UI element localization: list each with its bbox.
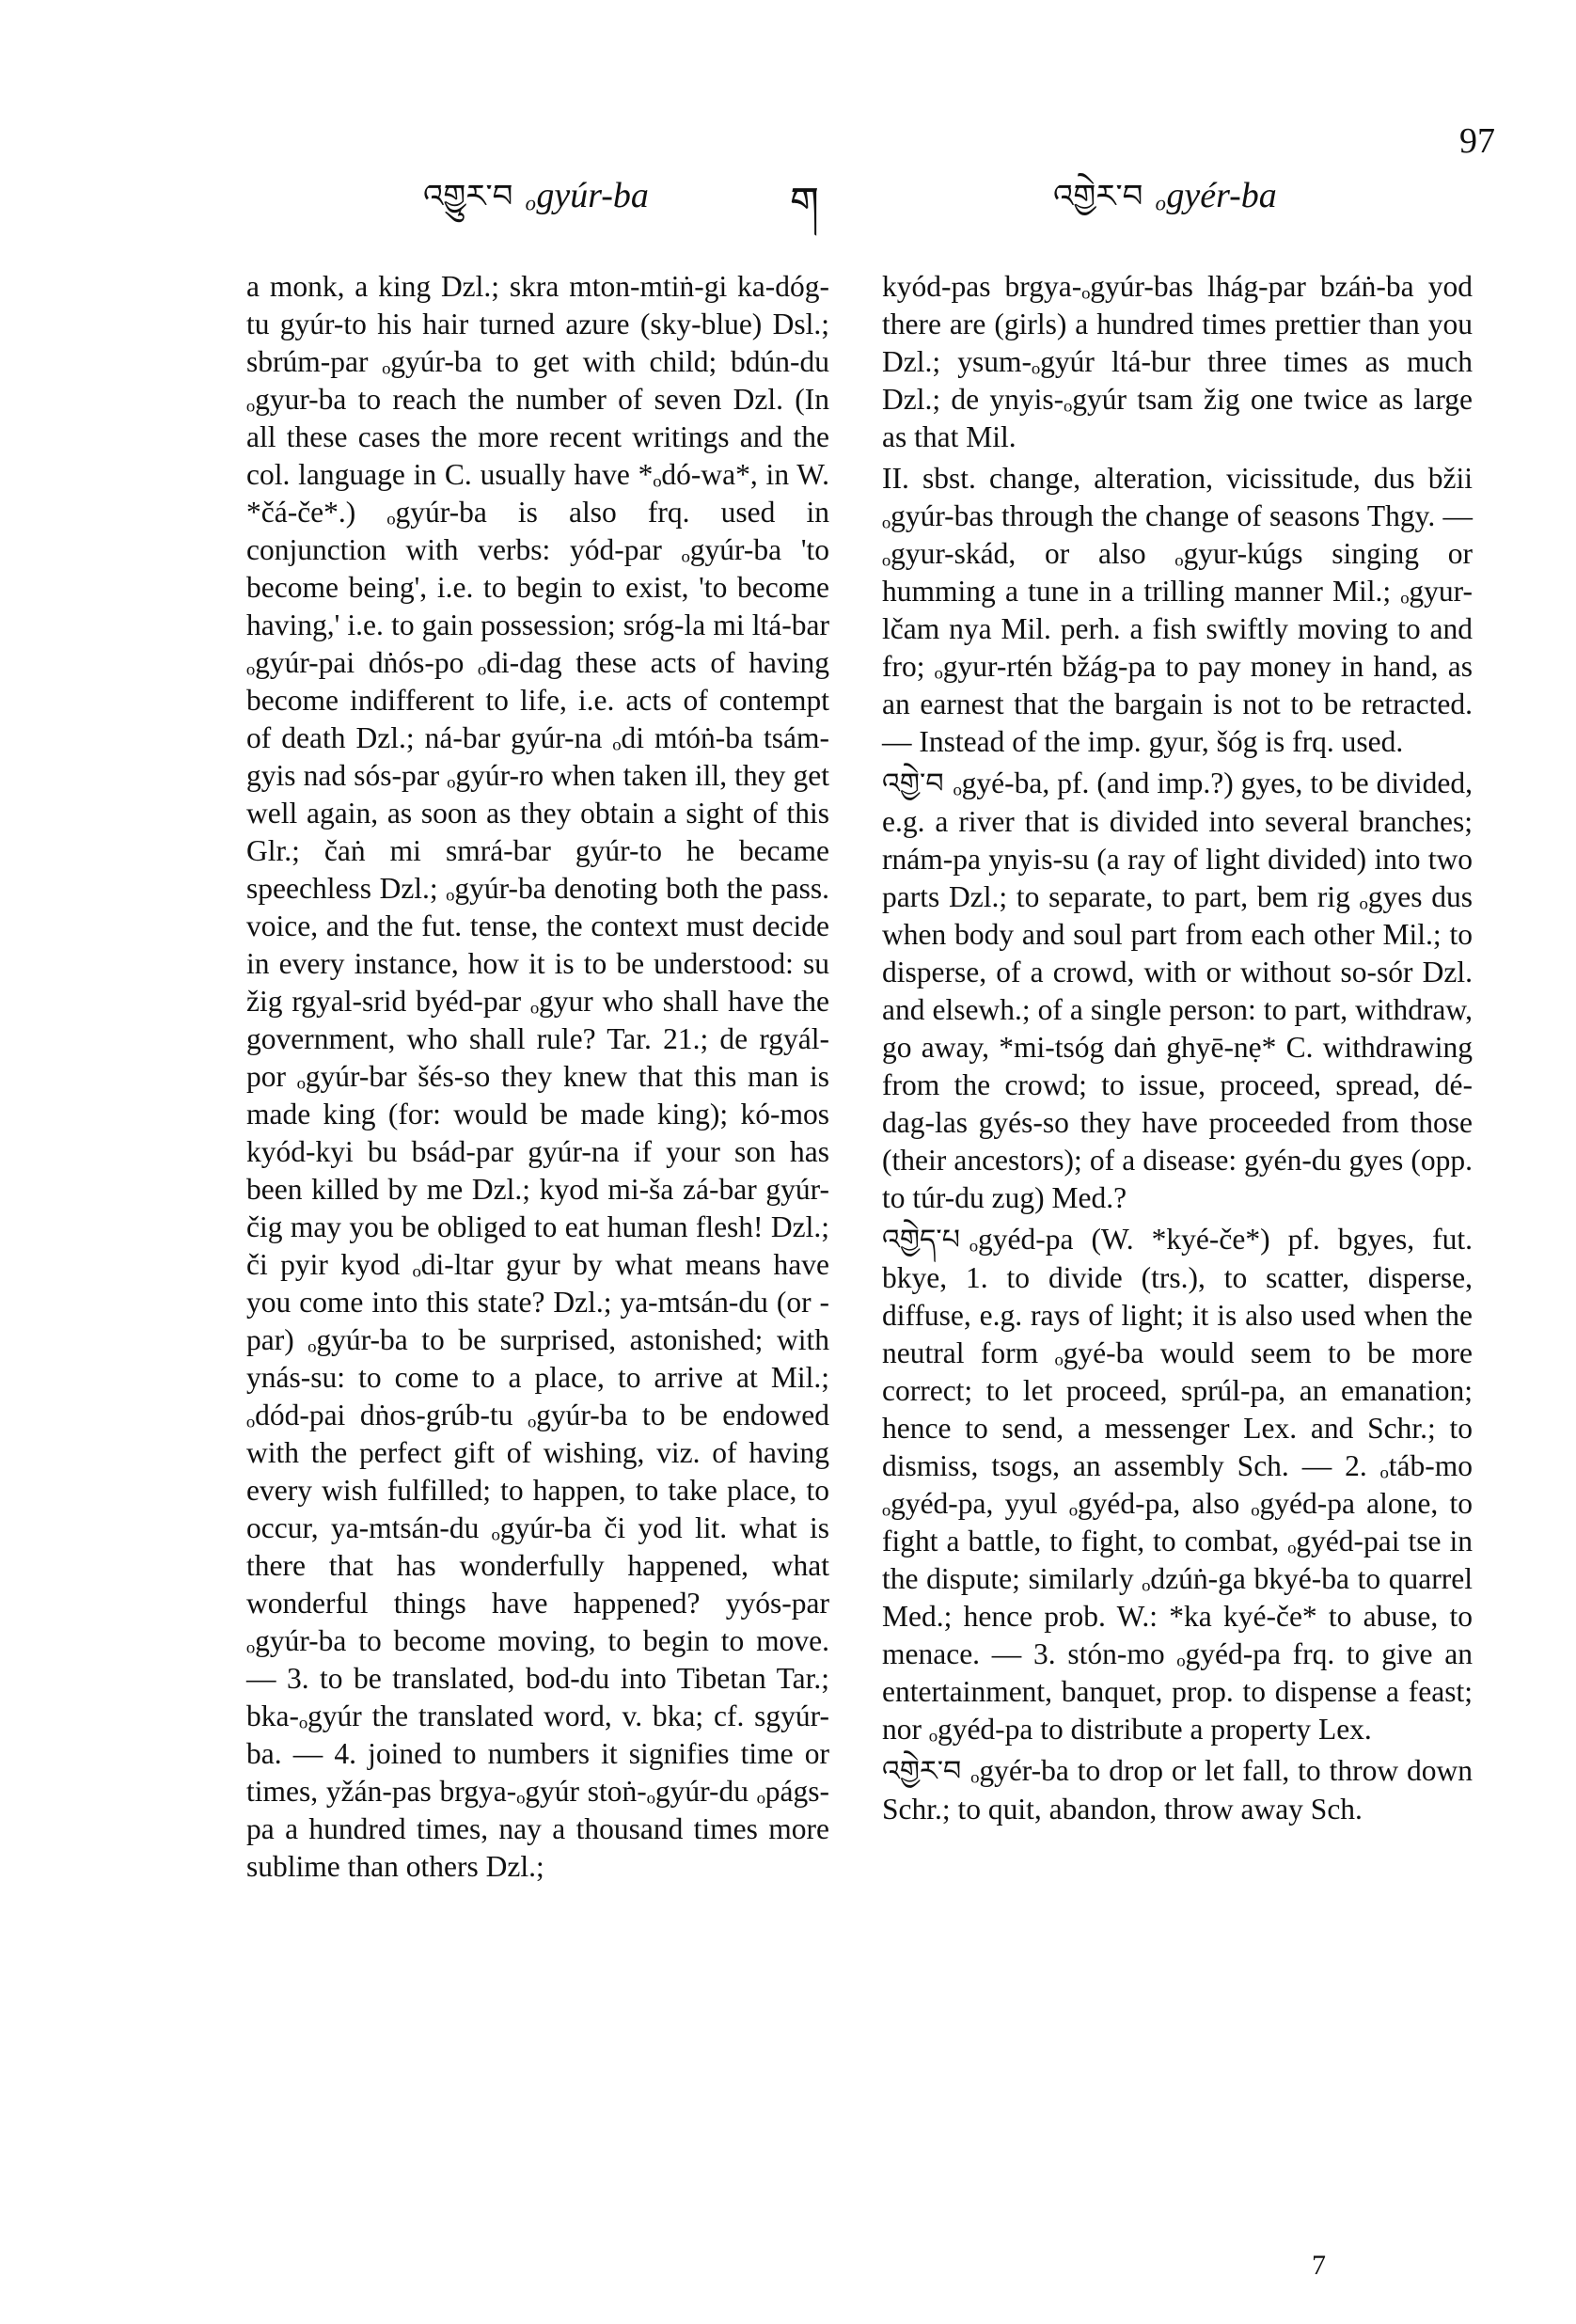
right-headword — [1053, 160, 1277, 250]
entry-gyer-ba — [882, 1752, 1473, 1828]
entry-text: ₒgyér-ba to drop or let fall, to throw down Schr.; to quit, abandon, throw away Sch. — [882, 1754, 1473, 1826]
entry-text: II. sbst. change, alteration, vicissitude, dus bžii ₒgyúr-bas through the change of seasons Thgy. — ₒgyur-skád, or also ₒgyur-kúgs singing or humming a tune in a trilling manner Mil.; ₒgyur-lčam nya Mil. perh. a fish swiftly moving to and fro; ₒgyur-rtén bžág-pa to pay money in hand, as an earnest that the bargain is not to be retracted. — Instead of the imp. gyur, šóg is frq. used. — [882, 462, 1473, 758]
running-head — [0, 141, 1576, 226]
entry-text: ₒgyéd-pa (W. *kyé-če*) pf. bgyes, fut. bkye, 1. to divide (trs.), to scatter, disperse, diffuse, e.g. rays of light; it is also used when the neutral form ₒgyé-ba would seem to be more correct; to let proceed, sprúl-pa, an emanation; hence to send, a messenger Lex. and Schr.; to dismiss, tsogs, an assembly Sch. — 2. ₒtáb-mo ₒgyéd-pa, yyul ₒgyéd-pa, also ₒgyéd-pa alone, to fight a battle, to fight, to combat, ₒgyéd-pai tse in the dispute; similarly ₒdzúṅ-ga bkyé-ba to quarrel Med.; hence prob. W.: *ka kyé-če* to abuse, to menace. — 3. stón-mo ₒgyéd-pa frq. to give an entertainment, banquet, prop. to dispense a feast; nor ₒgyéd-pa to distribute a property Lex. — [882, 1223, 1473, 1746]
sense-two-paragraph — [882, 460, 1473, 761]
left-headword-tibetan: འགྱུར་བ — [423, 178, 513, 215]
entry-text: ₒgyé-ba, pf. (and imp.?) gyes, to be divided, e.g. a river that is divided into several branches; rnám-pa ynyis-su (a ray of light divided) into two parts Dzl.; to separate, to part, bem rig ₒgyes dus when body and soul part from each other Mil.; to disperse, of a crowd, with or without so-sór Dzl. and elsewh.; of a single person: to part, withdraw, go away, *mi-tsóg daṅ ghyē-nẹ* C. withdrawing from the crowd; to issue, proceed, spread, dé-dag-las gyés-so they have proceeded from those (their ancestors); of a disease: gyén-du gyes (opp. to túr-du zug) Med.? — [882, 767, 1473, 1214]
entry-tibetan-headword: འགྱེ་བ — [882, 767, 944, 800]
section-letter: ག — [790, 180, 819, 226]
continuation-paragraph — [882, 268, 1473, 456]
right-column — [882, 268, 1473, 1828]
signature-mark: 7 — [1312, 2250, 1326, 2281]
left-column — [246, 268, 829, 1886]
left-column-paragraph: a monk, a king Dzl.; skra mton-mtiṅ-gi ka-dóg-tu gyúr-to his hair turned azure (sky-blue) Dsl.; sbrúm-par ₒgyúr-ba to get with child; bdún-du ₒgyur-ba to reach the number of seven Dzl. (In all these cases the more recent writings and the col. language in C. usually have *ₒdó-wa*, in W. *čá-če*.) ₒgyúr-ba is also frq. used in conjunction with verbs: yód-par ₒgyúr-ba 'to become being', i.e. to begin to exist, 'to become having,' i.e. to gain possession; sróg-la mi ltá-bar ₒgyúr-pai dṅós-po ₒdi-dag these acts of having become indifferent to life, i.e. acts of contempt of death Dzl.; ná-bar gyúr-na ₒdi mtóṅ-ba tsám-gyis nad sós-par ₒgyúr-ro when taken ill, they get well again, as soon as they obtain a sight of this Glr.; čaṅ mi smrá-bar gyúr-to he became speechless Dzl.; ₒgyúr-ba denoting both the pass. voice, and the fut. tense, the context must decide in every instance, how it is to be understood: su žig rgyal-srid byéd-par ₒgyur who shall have the government, who shall rule? Tar. 21.; de rgyál-por ₒgyúr-bar šés-so they knew that this man is made king (for: would be made king); kó-mos kyód-kyi bu bsád-par gyúr-na if your son has been killed by me Dzl.; kyod mi-ša zá-bar gyúr-čig may you be obliged to eat human flesh! Dzl.; či pyir kyod ₒdi-ltar gyur by what means have you come into this state? Dzl.; ya-mtsán-du (or -par) ₒgyúr-ba to be surprised, astonished; with ynás-su: to come to a place, to arrive at Mil.; ₒdód-pai dṅos-grúb-tu ₒgyúr-ba to be endowed with the perfect gift of wishing, viz. of having every wish fulfilled; to happen, to take place, to occur, ya-mtsán-du ₒgyúr-ba či yod lit. what is there that has wonderfully happened, what wonderful things have happened? yyós-par ₒgyúr-ba to become moving, to begin to move. — 3. to be translated, bod-du into Tibetan Tar.; bka-ₒgyúr the translated word, v. bka; cf. sgyúr-ba. — 4. joined to numbers it signifies time or times, yžán-pas brgya-ₒgyúr stoṅ-ₒgyúr-du ₒpágs-pa a hundred times, nay a thousand times more sublime than others Dzl.; — [246, 270, 829, 1883]
left-headword — [423, 160, 649, 250]
entry-tibetan-headword: འགྱེད་པ — [882, 1224, 960, 1257]
right-headword-tibetan: འགྱེར་བ — [1053, 178, 1143, 215]
entry-text: kyód-pas brgya-ₒgyúr-bas lhág-par bzáṅ-ba yod there are (girls) a hundred times prettier than you Dzl.; ysum-ₒgyúr ltá-bur three times as much Dzl.; de ynyis-ₒgyúr tsam žig one twice as large as that Mil. — [882, 270, 1473, 453]
entry-gye-ba — [882, 765, 1473, 1217]
right-headword-romanization: ₒgyér-ba — [1156, 176, 1277, 215]
entry-tibetan-headword: འགྱེར་བ — [882, 1755, 962, 1788]
left-headword-romanization: ₒgyúr-ba — [526, 176, 649, 215]
page-number: 97 — [1459, 121, 1495, 161]
entry-gyed-pa — [882, 1221, 1473, 1748]
